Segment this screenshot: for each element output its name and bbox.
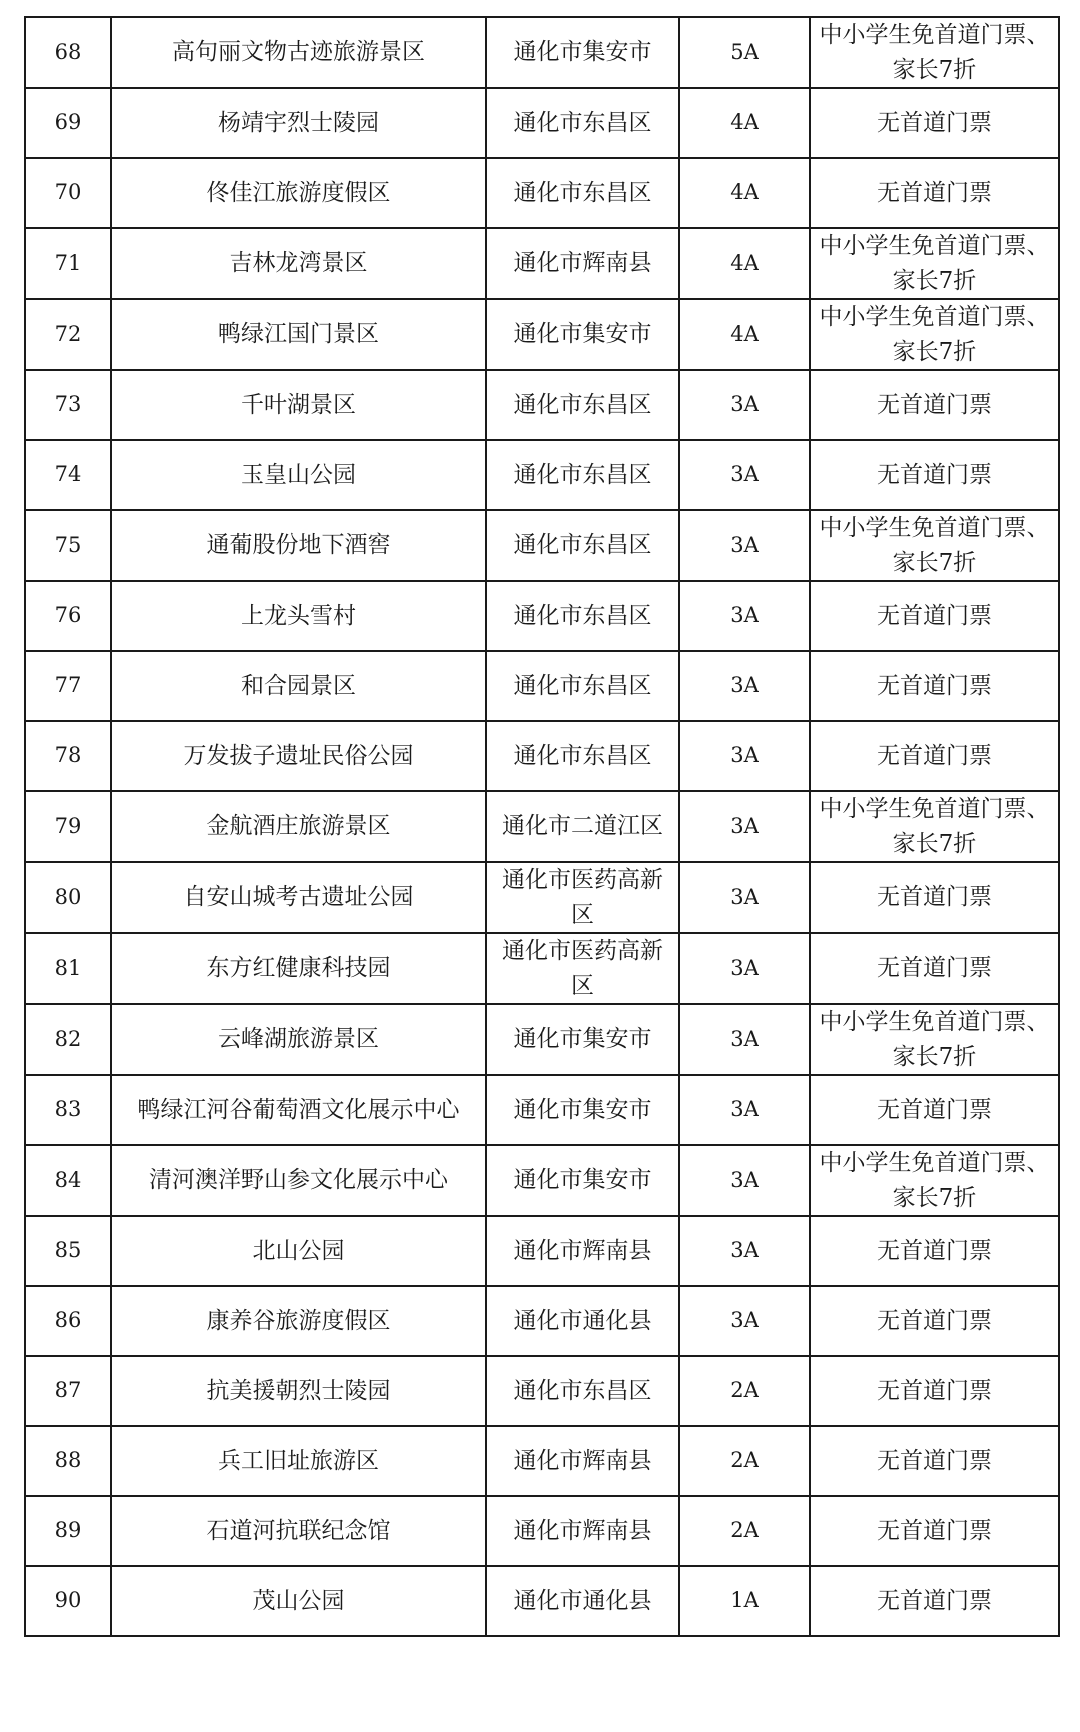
grade: 3A — [679, 791, 810, 862]
grade: 3A — [679, 1075, 810, 1145]
scenic-spot-name: 鸭绿江国门景区 — [111, 299, 486, 370]
table-body — [25, 17, 1059, 1636]
table-row — [25, 370, 1059, 440]
grade: 3A — [679, 581, 810, 651]
scenic-spot-name: 茂山公园 — [111, 1566, 486, 1636]
scenic-spot-table — [24, 16, 1060, 1637]
row-number: 75 — [25, 510, 111, 581]
grade: 2A — [679, 1496, 810, 1566]
scenic-spot-name: 抗美援朝烈士陵园 — [111, 1356, 486, 1426]
table-row — [25, 440, 1059, 510]
table-row — [25, 1566, 1059, 1636]
ticket-policy: 无首道门票 — [810, 1566, 1059, 1636]
ticket-policy: 无首道门票 — [810, 440, 1059, 510]
grade: 4A — [679, 158, 810, 228]
row-number: 82 — [25, 1004, 111, 1075]
table-row — [25, 1216, 1059, 1286]
ticket-policy: 中小学生免首道门票、家长7折 — [810, 510, 1059, 581]
grade: 3A — [679, 510, 810, 581]
ticket-policy: 无首道门票 — [810, 370, 1059, 440]
ticket-policy: 无首道门票 — [810, 1286, 1059, 1356]
scenic-spot-name: 康养谷旅游度假区 — [111, 1286, 486, 1356]
row-number: 84 — [25, 1145, 111, 1216]
table-row — [25, 862, 1059, 933]
table-row — [25, 933, 1059, 1004]
location: 通化市集安市 — [486, 17, 679, 88]
ticket-policy: 中小学生免首道门票、家长7折 — [810, 1004, 1059, 1075]
table-row — [25, 1004, 1059, 1075]
location: 通化市东昌区 — [486, 651, 679, 721]
ticket-policy: 无首道门票 — [810, 88, 1059, 158]
grade: 3A — [679, 1145, 810, 1216]
grade: 2A — [679, 1356, 810, 1426]
ticket-policy: 中小学生免首道门票、家长7折 — [810, 299, 1059, 370]
row-number: 81 — [25, 933, 111, 1004]
row-number: 72 — [25, 299, 111, 370]
ticket-policy: 无首道门票 — [810, 581, 1059, 651]
location: 通化市通化县 — [486, 1566, 679, 1636]
grade: 1A — [679, 1566, 810, 1636]
location: 通化市通化县 — [486, 1286, 679, 1356]
location: 通化市集安市 — [486, 1075, 679, 1145]
scenic-spot-name: 北山公园 — [111, 1216, 486, 1286]
row-number: 70 — [25, 158, 111, 228]
scenic-spot-name: 杨靖宇烈士陵园 — [111, 88, 486, 158]
ticket-policy: 中小学生免首道门票、家长7折 — [810, 1145, 1059, 1216]
scenic-spot-name: 高句丽文物古迹旅游景区 — [111, 17, 486, 88]
ticket-policy: 中小学生免首道门票、家长7折 — [810, 17, 1059, 88]
location: 通化市辉南县 — [486, 1216, 679, 1286]
scenic-spot-name: 和合园景区 — [111, 651, 486, 721]
row-number: 78 — [25, 721, 111, 791]
location: 通化市东昌区 — [486, 158, 679, 228]
location: 通化市东昌区 — [486, 440, 679, 510]
row-number: 76 — [25, 581, 111, 651]
table-row — [25, 1496, 1059, 1566]
scenic-spot-name: 吉林龙湾景区 — [111, 228, 486, 299]
ticket-policy: 无首道门票 — [810, 1075, 1059, 1145]
grade: 5A — [679, 17, 810, 88]
location: 通化市东昌区 — [486, 88, 679, 158]
location: 通化市东昌区 — [486, 1356, 679, 1426]
ticket-policy: 无首道门票 — [810, 721, 1059, 791]
scenic-spot-name: 玉皇山公园 — [111, 440, 486, 510]
scenic-spot-name: 上龙头雪村 — [111, 581, 486, 651]
table-row — [25, 158, 1059, 228]
scenic-spot-name: 云峰湖旅游景区 — [111, 1004, 486, 1075]
scenic-spot-name: 兵工旧址旅游区 — [111, 1426, 486, 1496]
ticket-policy: 无首道门票 — [810, 158, 1059, 228]
grade: 4A — [679, 228, 810, 299]
grade: 3A — [679, 862, 810, 933]
table-row — [25, 1145, 1059, 1216]
location: 通化市集安市 — [486, 1145, 679, 1216]
scenic-spot-name: 鸭绿江河谷葡萄酒文化展示中心 — [111, 1075, 486, 1145]
row-number: 80 — [25, 862, 111, 933]
location: 通化市东昌区 — [486, 721, 679, 791]
ticket-policy: 中小学生免首道门票、家长7折 — [810, 228, 1059, 299]
scenic-spot-name: 通葡股份地下酒窖 — [111, 510, 486, 581]
ticket-policy: 中小学生免首道门票、家长7折 — [810, 791, 1059, 862]
scenic-spot-name: 千叶湖景区 — [111, 370, 486, 440]
table-row — [25, 299, 1059, 370]
row-number: 85 — [25, 1216, 111, 1286]
table-row — [25, 651, 1059, 721]
location: 通化市二道江区 — [486, 791, 679, 862]
location: 通化市辉南县 — [486, 1496, 679, 1566]
ticket-policy: 无首道门票 — [810, 1356, 1059, 1426]
table-row — [25, 721, 1059, 791]
row-number: 90 — [25, 1566, 111, 1636]
grade: 3A — [679, 721, 810, 791]
scenic-spot-name: 佟佳江旅游度假区 — [111, 158, 486, 228]
location: 通化市集安市 — [486, 299, 679, 370]
location: 通化市医药高新区 — [486, 933, 679, 1004]
table-row — [25, 1426, 1059, 1496]
location: 通化市辉南县 — [486, 228, 679, 299]
grade: 3A — [679, 933, 810, 1004]
scenic-spot-name: 金航酒庄旅游景区 — [111, 791, 486, 862]
row-number: 88 — [25, 1426, 111, 1496]
row-number: 74 — [25, 440, 111, 510]
table-row — [25, 228, 1059, 299]
ticket-policy: 无首道门票 — [810, 1216, 1059, 1286]
row-number: 77 — [25, 651, 111, 721]
ticket-policy: 无首道门票 — [810, 1496, 1059, 1566]
table-row — [25, 1356, 1059, 1426]
grade: 3A — [679, 651, 810, 721]
table-row — [25, 1286, 1059, 1356]
grade: 3A — [679, 1004, 810, 1075]
location: 通化市辉南县 — [486, 1426, 679, 1496]
location: 通化市医药高新区 — [486, 862, 679, 933]
scenic-spot-name: 自安山城考古遗址公园 — [111, 862, 486, 933]
scenic-spot-name: 东方红健康科技园 — [111, 933, 486, 1004]
location: 通化市东昌区 — [486, 370, 679, 440]
location: 通化市东昌区 — [486, 581, 679, 651]
table-row — [25, 581, 1059, 651]
scenic-spot-name: 清河澳洋野山参文化展示中心 — [111, 1145, 486, 1216]
table-row — [25, 17, 1059, 88]
ticket-policy: 无首道门票 — [810, 1426, 1059, 1496]
scenic-spot-name: 石道河抗联纪念馆 — [111, 1496, 486, 1566]
scenic-spot-name: 万发拔子遗址民俗公园 — [111, 721, 486, 791]
table-row — [25, 88, 1059, 158]
grade: 3A — [679, 1286, 810, 1356]
row-number: 87 — [25, 1356, 111, 1426]
row-number: 86 — [25, 1286, 111, 1356]
row-number: 68 — [25, 17, 111, 88]
table-row — [25, 510, 1059, 581]
row-number: 89 — [25, 1496, 111, 1566]
row-number: 73 — [25, 370, 111, 440]
location: 通化市集安市 — [486, 1004, 679, 1075]
grade: 3A — [679, 370, 810, 440]
table-row — [25, 791, 1059, 862]
grade: 3A — [679, 1216, 810, 1286]
location: 通化市东昌区 — [486, 510, 679, 581]
grade: 4A — [679, 88, 810, 158]
row-number: 83 — [25, 1075, 111, 1145]
row-number: 79 — [25, 791, 111, 862]
grade: 3A — [679, 440, 810, 510]
ticket-policy: 无首道门票 — [810, 933, 1059, 1004]
grade: 2A — [679, 1426, 810, 1496]
row-number: 71 — [25, 228, 111, 299]
row-number: 69 — [25, 88, 111, 158]
scenic-spot-table-page — [24, 16, 1058, 1637]
grade: 4A — [679, 299, 810, 370]
ticket-policy: 无首道门票 — [810, 651, 1059, 721]
table-row — [25, 1075, 1059, 1145]
ticket-policy: 无首道门票 — [810, 862, 1059, 933]
